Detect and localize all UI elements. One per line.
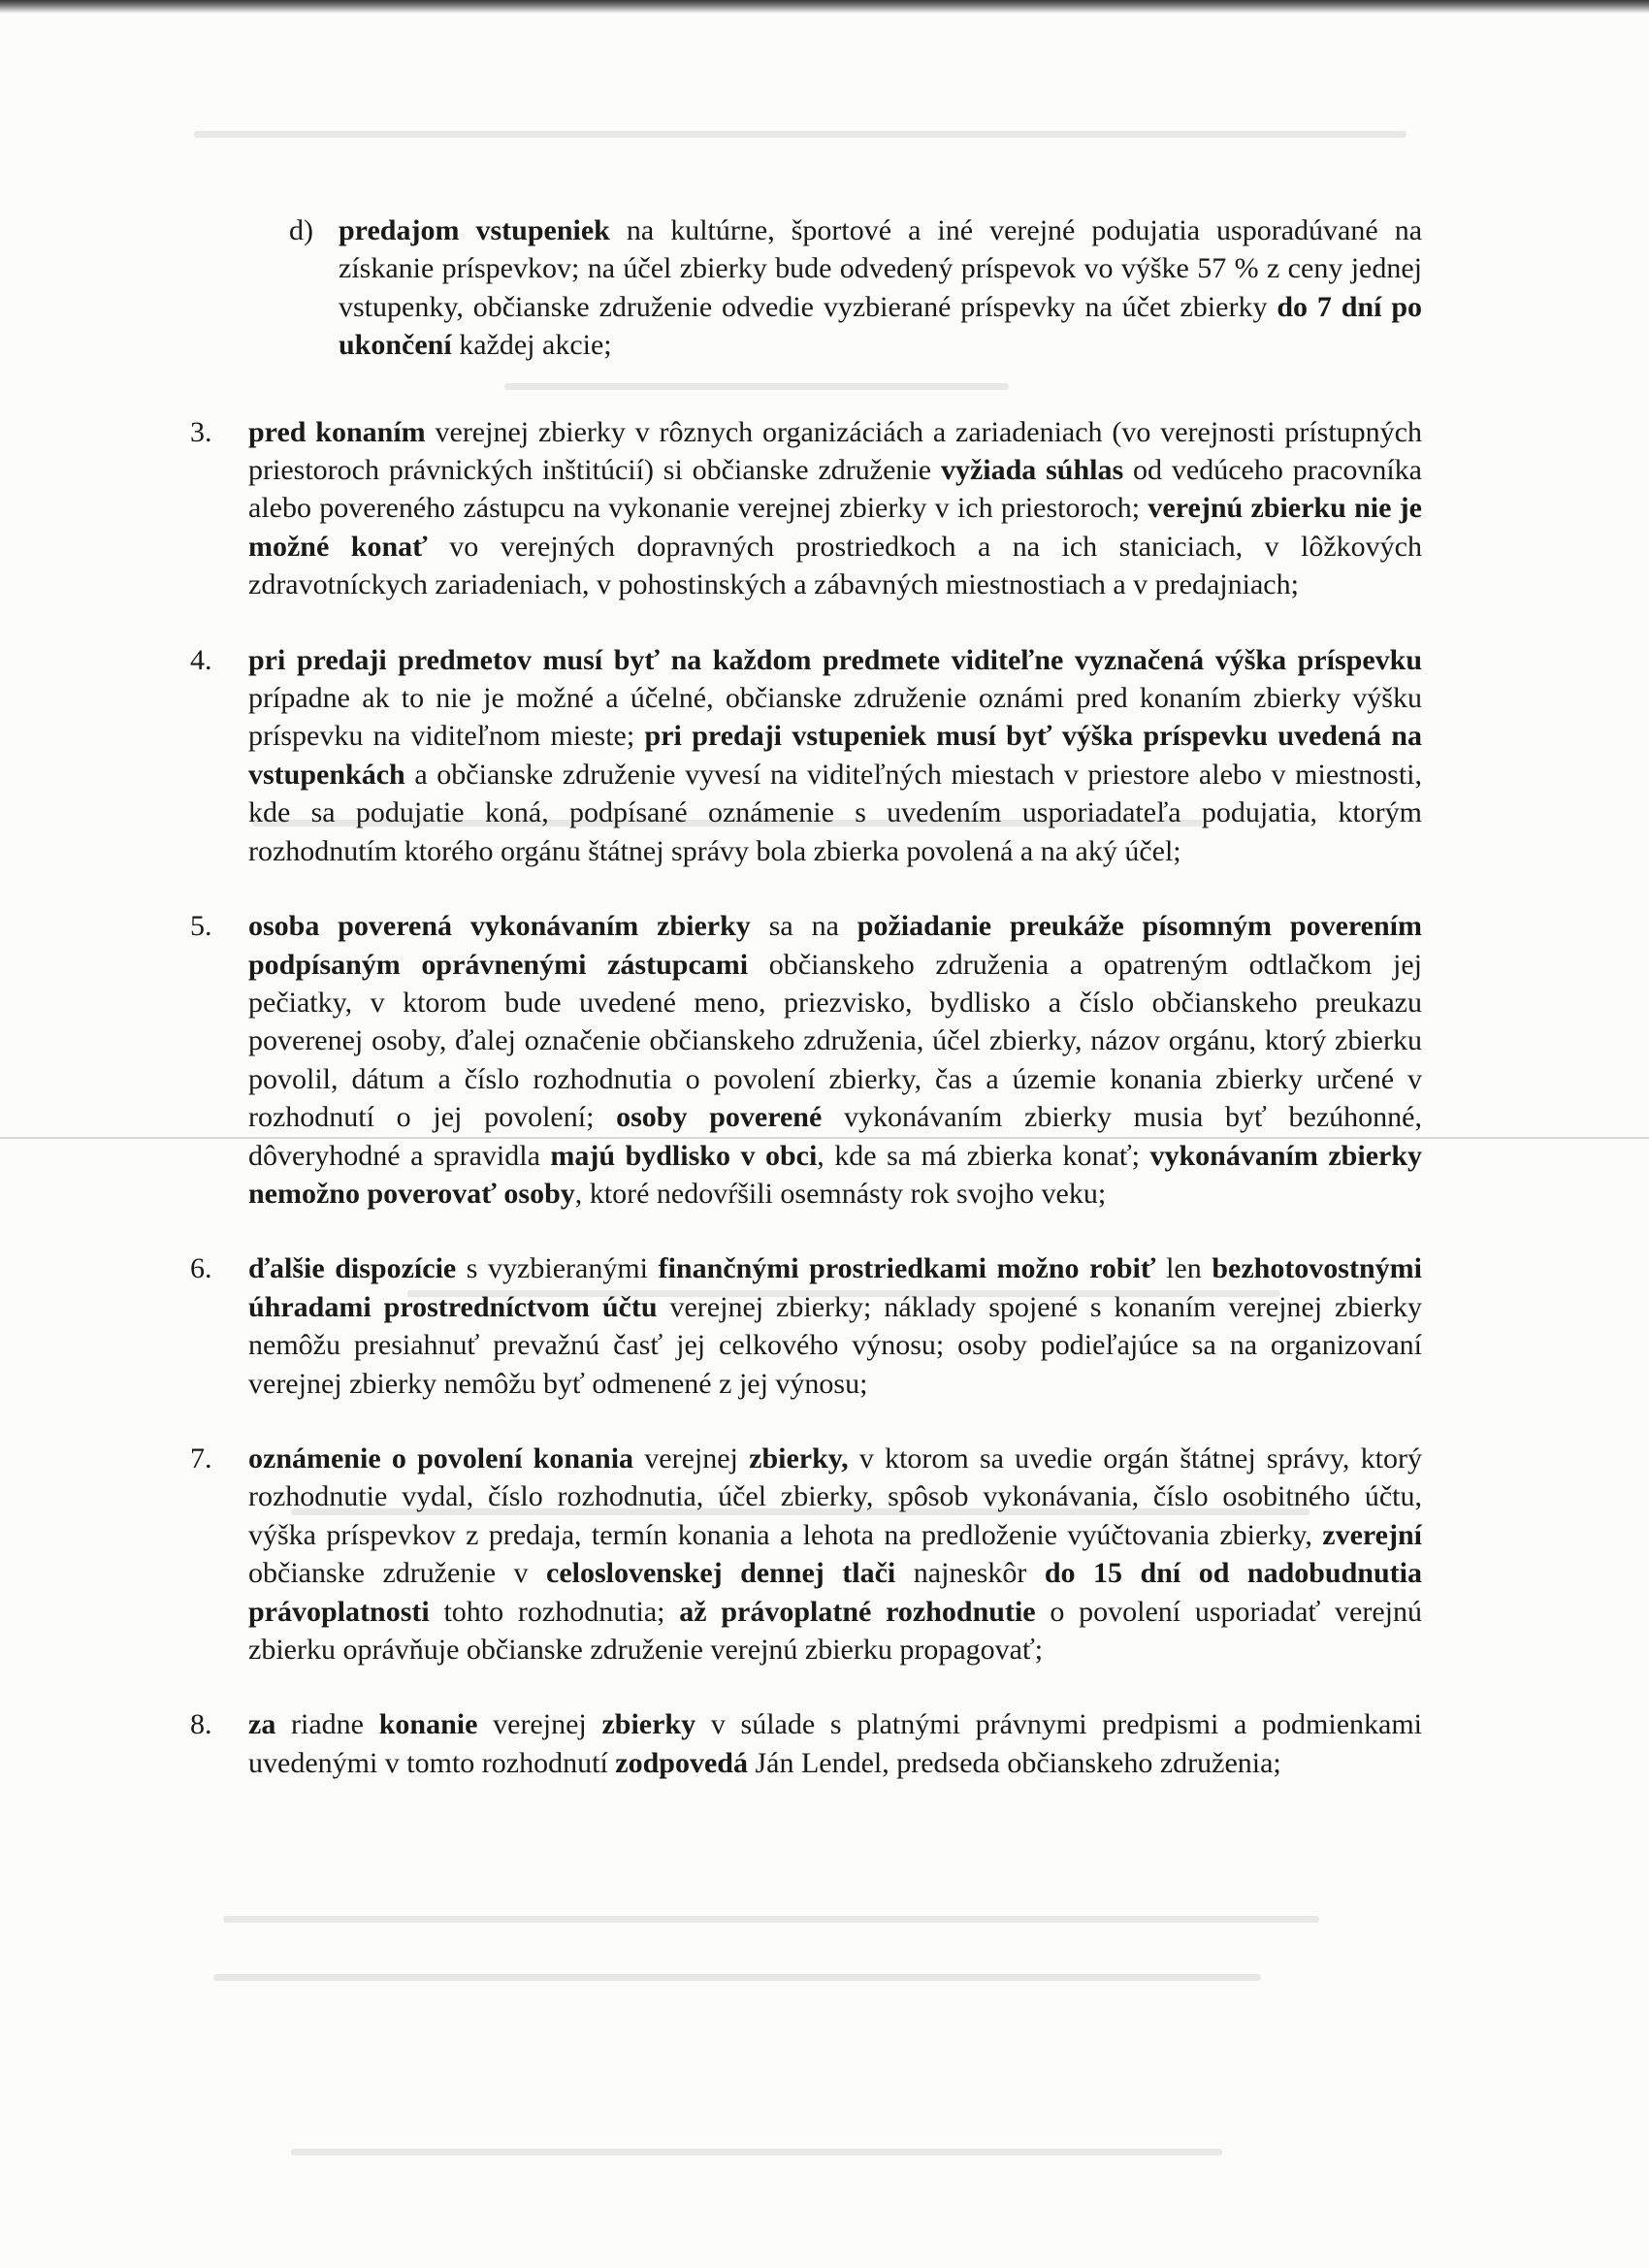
bold-text-run: konanie — [378, 1708, 478, 1741]
text-run: riadne — [275, 1708, 379, 1741]
bold-text-run: do 7 dní po ukončení — [339, 290, 1422, 362]
text-run: sa na — [750, 910, 857, 943]
bold-text-run: zbierky, — [749, 1442, 849, 1474]
bold-text-run: ďalšie dispozície — [248, 1252, 457, 1285]
item-text — [248, 1249, 1422, 1403]
text-run: o povolení usporiadať verejnú zbierku oprávňuje občianske združenie verejnú zbierku propagovať; — [248, 1595, 1423, 1666]
bold-text-run: za — [248, 1708, 276, 1741]
text-run: s vyzbieranými — [456, 1252, 659, 1285]
text-run: Ján Lendel, predseda občianskeho združenia; — [747, 1746, 1281, 1779]
bold-text-run: vyžiada súhlas — [940, 454, 1124, 487]
bold-text-run: finančnými prostriedkami možno robiť — [658, 1252, 1156, 1285]
text-run: verejnej — [633, 1442, 750, 1474]
bold-text-run: verejnú zbierku nie je možné konať — [248, 492, 1422, 563]
text-run: vykonávaním zbierky musia byť bezúhonné, dôveryhodné a spravidla — [248, 1101, 1423, 1172]
text-run: verejnej zbierky v rôznych organizáciách a zariadeniach (vo verejnosti prístupných priestoroch právnických inštitúcií) si občianske združenie — [248, 415, 1422, 487]
text-run: prípadne ak to nie je možné a účelné, občianske združenie oznámi pred konaním zbierky výšku príspevku na viditeľnom mieste; — [248, 682, 1422, 753]
item-marker: 6. — [190, 1252, 212, 1285]
item-text — [248, 907, 1422, 1213]
item-marker: 3. — [190, 415, 212, 448]
bold-text-run: predajom vstupeniek — [339, 214, 610, 246]
bold-text-run: vykonávaním zbierky nemožno poverovať osoby — [248, 1139, 1423, 1210]
item-text — [339, 211, 1422, 365]
bold-text-run: požiadanie preukáže písomným poverením podpísaným oprávnenými zástupcami — [248, 910, 1422, 981]
text-run: a občianske združenie vyvesí na viditeľných miestach v priestore alebo v miestnosti, kde sa podujatie koná, podpísané oznámenie s uvedením usporiadateľa podujatia, ktorým rozhodnutím ktorého orgánu štátnej správy bola zbierka povolená a na aký účel; — [248, 758, 1422, 867]
bold-text-run: osoby poverené — [616, 1101, 823, 1134]
list-item-d — [190, 211, 1422, 365]
item-marker: 4. — [190, 643, 212, 676]
item-text — [248, 1705, 1422, 1782]
bold-text-run: zodpovedá — [615, 1746, 748, 1779]
text-run: verejnej — [477, 1708, 602, 1741]
bold-text-run: zbierky — [601, 1708, 696, 1741]
list-item-4 — [190, 641, 1422, 870]
text-run: , ktoré nedovŕšili osemnásty rok svojho veku; — [574, 1177, 1107, 1210]
bold-text-run: osoba poverená vykonávaním zbierky — [248, 910, 751, 943]
text-run: od vedúceho pracovníka alebo povereného zástupcu na vykonanie verejnej zbierky v ich priestoroch; — [248, 454, 1422, 525]
text-run: v súlade s platnými právnymi predpismi a podmienkami uvedenými v tomto rozhodnutí — [248, 1708, 1422, 1779]
list-item-7 — [190, 1440, 1422, 1669]
text-run: verejnej zbierky; náklady spojené s konaním verejnej zbierky nemôžu presiahnuť prevažnú časť jej celkového výnosu; osoby podieľajúce sa na organizovaní verejnej zbierky nemôžu byť odmenené z jej výnosu; — [248, 1290, 1422, 1400]
item-marker: 8. — [190, 1708, 212, 1741]
text-run: tohto rozhodnutia; — [429, 1595, 680, 1628]
text-run: občianske združenie v — [248, 1557, 546, 1590]
text-run: v ktorom sa uvedie orgán štátnej správy, ktorý rozhodnutie vydal, číslo rozhodnutia, účel zbierky, spôsob vykonávania, číslo osobitného účtu, výška príspevkov z predaja, termín konania a lehota na predloženie vyúčtovania zbierky, — [248, 1442, 1422, 1551]
bold-text-run: zverejní — [1322, 1518, 1422, 1551]
item-marker: d) — [289, 214, 313, 246]
list-item-6 — [190, 1249, 1422, 1403]
item-marker: 5. — [190, 910, 212, 943]
text-run: , kde sa má zbierka konať; — [817, 1139, 1150, 1172]
item-text — [248, 413, 1422, 604]
text-run: občianskeho združenia a opatreným odtlačkom jej pečiatky, v ktorom bude uvedené meno, priezvisko, bydlisko a číslo občianskeho preukazu poverenej osoby, ďalej označenie občianskeho združenia, účel zbierky, názov orgánu, ktorý zbierku povolil, dátum a číslo rozhodnutia o povolení zbierky, čas a územie konania zbierky určené v rozhodnutí o jej povolení; — [248, 948, 1422, 1134]
scan-top-edge — [0, 0, 1649, 14]
bold-text-run: pred konaním — [248, 415, 426, 448]
bold-text-run: oznámenie o povolení konania — [248, 1442, 634, 1474]
bold-text-run: do 15 dní od nadobudnutia právoplatnosti — [248, 1557, 1422, 1628]
document-page — [190, 211, 1422, 1819]
bold-text-run: až právoplatné rozhodnutie — [679, 1595, 1036, 1628]
text-run: každej akcie; — [451, 329, 612, 362]
bold-text-run: pri predaji predmetov musí byť na každom predmete viditeľne vyznačená výška príspevku — [248, 643, 1422, 676]
text-run: len — [1155, 1252, 1212, 1285]
list-item-3 — [190, 413, 1422, 604]
list-item-5 — [190, 907, 1422, 1213]
list-item-8 — [190, 1705, 1422, 1782]
text-run: na kultúrne, športové a iné verejné podujatia usporadúvané na získanie príspevkov; na účel zbierky bude odvedený príspevok vo výške 57 % z ceny jednej vstupenky, občianske združenie odvedie vyzbierané príspevky na účet zbierky — [339, 214, 1423, 323]
item-marker: 7. — [190, 1442, 212, 1474]
bold-text-run: celoslovenskej dennej tlači — [546, 1557, 896, 1590]
text-run: vo verejných dopravných prostriedkoch a na ich staniciach, v lôžkových zdravotníckych zariadeniach, v pohostinských a zábavných miestnostiach a v predajniach; — [248, 530, 1422, 601]
bold-text-run: bezhotovostnými úhradami prostredníctvom účtu — [248, 1252, 1422, 1323]
bold-text-run: pri predaji vstupeniek musí byť výška príspevku uvedená na vstupenkách — [248, 720, 1422, 791]
item-text — [248, 1440, 1422, 1669]
item-text — [248, 641, 1422, 870]
text-run: najneskôr — [895, 1557, 1045, 1590]
bold-text-run: majú bydlisko v obci — [550, 1139, 818, 1172]
